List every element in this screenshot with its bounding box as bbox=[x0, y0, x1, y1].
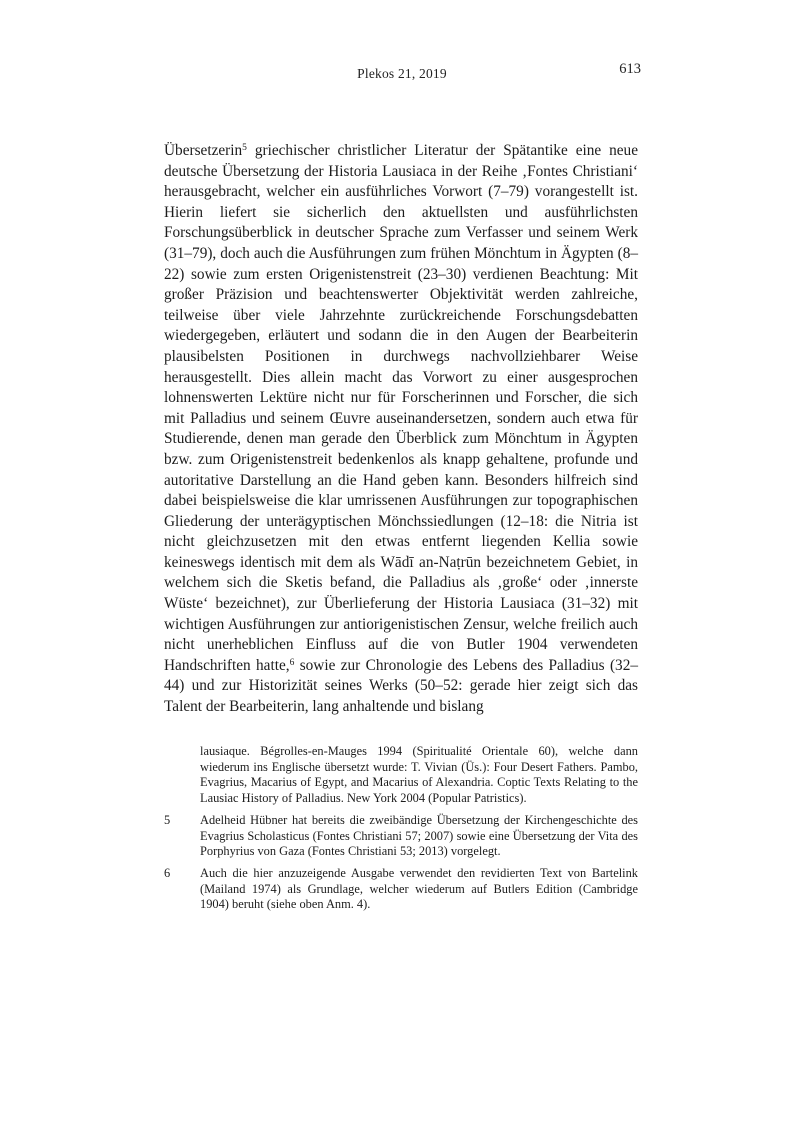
footnote-ref-5: 5 bbox=[242, 143, 247, 153]
footnote-5 bbox=[164, 813, 638, 860]
page-header bbox=[163, 61, 641, 88]
footnote-6 bbox=[164, 866, 638, 913]
journal-running-title: Plekos 21, 2019 bbox=[357, 66, 447, 81]
footnote-ref-6: 6 bbox=[289, 657, 295, 668]
footnote-text: lausiaque. Bégrolles-en-Mauges 1994 (Spiritualité Orientale 60), welche dann wiederum ins Englische übersetzt wurde: T. Vivian (Üs.): Four Desert Fathers. Pambo, Evagrius, Macarius of Egypt, and Macarius of Alexandria. Coptic Texts Relating to the Lausiac History of Palladius. New York 2004 (Popular Patristics). bbox=[200, 744, 638, 806]
footnote-text: Auch die hier anzuzeigende Ausgabe verwendet den revidierten Text von Bartelink (Mailand 1974) als Grundlage, welcher wiederum auf Butlers Edition (Cambridge 1904) beruht (siehe oben Anm. 4). bbox=[200, 865, 638, 912]
body-paragraph bbox=[164, 141, 638, 718]
page-number: 613 bbox=[619, 61, 641, 77]
main-text-block bbox=[164, 141, 638, 718]
footnotes-section bbox=[164, 744, 638, 919]
footnote-number: 6 bbox=[164, 865, 171, 880]
footnote-continuation bbox=[164, 744, 638, 807]
footnote-number: 5 bbox=[164, 812, 171, 827]
body-text-segment: Übersetzerin bbox=[164, 142, 243, 159]
footnote-text: Adelheid Hübner hat bereits die zweibändige Übersetzung der Kirchengeschichte des Evagrius Scholasticus (Fontes Christiani 57; 2007) sowie eine Übersetzung der Vita des Porphyrius von Gaza (Fontes Christiani 53; 2013) vorgelegt. bbox=[200, 812, 638, 859]
body-text-segment: griechischer christlicher Literatur der Spätantike eine neue deutsche Übersetzung der Historia Lausiaca in der Reihe ‚Fontes Christiani‘ herausgebracht, welcher ein ausführliches Vorwort (7–79) vorangestellt ist. Hierin liefert sie sicherlich den aktuellsten und ausführlichsten Forschungsüberblick in deutscher Sprache zum Verfasser und seinem Werk (31–79), doch auch die Ausführungen zum frühen Mönchtum in Ägypten (8–22) sowie zum ersten Origenistenstreit (23–30) verdienen Beachtung: Mit großer Präzision und beachtenswerter Objektivität werden zahlreiche, teilweise über viele Jahrzehnte zurückreichende Forschungsdebatten wiedergegeben, erläutert und sodann die in den Augen der Bearbeiterin plausibelsten Positionen in durchwegs nachvollziehbarer Weise herausgestellt. Dies allein macht das Vorwort zu einer ausgesprochen lohnenswerten Lektüre nicht nur für Forscherinnen und Forscher, die sich mit Palladius und seinem Œuvre auseinandersetzen, sondern auch etwa für Studierende, denen man gerade den Überblick zum Mönchtum in Ägypten bzw. zum Origenistenstreit bedenkenlos als knapp gehaltene, profunde und autoritative Darstellung an die Hand geben kann. Besonders hilfreich sind dabei beispielsweise die klar umrissenen Ausführungen zur topographischen Gliederung der unterägyptischen Mönchssiedlungen (12–18: die Nitria ist nicht gleichzusetzen mit den etwas entfernt liegenden Kellia sowie keineswegs identisch mit dem als Wādī an-Naṭrūn bezeichnetem Gebiet, in welchem sich die Sketis befand, die Palladius als ‚große‘ oder ‚innerste Wüste‘ bezeichnet), zur Überlieferung der Historia Lausiaca (31–32) mit wichtigen Ausführungen zur antiorigenistischen Zensur, welche freilich auch nicht unerheblichen Einfluss auf die von Butler 1904 verwendeten Handschriften hatte, bbox=[164, 142, 638, 674]
body-text-segment: sowie zur Chronologie des Lebens des Palladius (32–44) und zur Historizität seines Werks (50–52: gerade hier zeigt sich das Talent der Bearbeiterin, lang anhaltende und bislang bbox=[164, 656, 639, 716]
footnote-number bbox=[164, 744, 200, 807]
